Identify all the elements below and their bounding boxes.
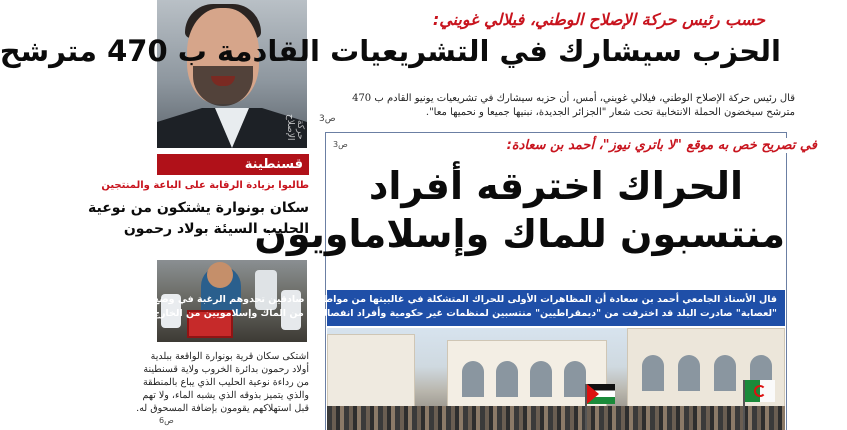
sidebar-body-line: من رداءة نوعية الحليب الذي يباع بالمنطقة: [142, 377, 309, 388]
sidebar-body: [136, 350, 309, 415]
main-headline-line: الحراك اخترقه أفراد: [368, 164, 744, 208]
sidebar-kicker: طالبوا بزيادة الرقابة على الباعة والمنتجين: [101, 180, 309, 191]
algerian-flag: [745, 380, 775, 402]
leader-portrait: [157, 0, 307, 148]
arch-window: [564, 361, 586, 397]
hirak-protest-photo: [327, 328, 785, 430]
arch-window: [642, 355, 664, 391]
top-story-kicker: حسب رئيس حركة الإصلاح الوطني، فيلالي غويني:: [432, 10, 765, 29]
arch-window: [714, 355, 736, 391]
sidebar-headline-line: سكان بونوارة يشتكون من نوعية: [88, 200, 309, 216]
sidebar-body-line: أولاد رحمون بدائرة الخروب ولاية قسنطينة: [143, 364, 309, 375]
arch-window: [530, 361, 552, 397]
main-story-page-ref: ص3: [333, 140, 348, 149]
lead-line: قال رئيس حركة الإصلاح الوطني، فيلالي غويني، أمس، أن حزبه سيشارك في تشريعيات يونيو القادم ب 470: [352, 93, 795, 104]
lead-line: مترشح سيخضون الحملة الانتخابية تحت شعار "الجزائر الجديدة، نبنيها جميعا و نحميها معا".: [425, 107, 795, 118]
sidebar-page-ref: ص6: [159, 416, 174, 425]
sidebar-body-line: قبل استهلاكهم يقومون بإضافة المسحوق له.: [136, 403, 309, 414]
lede-line: قال الأستاذ الجامعي أحمد بن سعادة أن المظاهرات الأولى للحراك المتشكلة في غالبيتها من مواطنين صادقين تحدوهم الرغبة في وضع حد: [137, 294, 777, 305]
section-label: قسنطينة: [157, 154, 309, 175]
arch-window: [678, 355, 700, 391]
portrait-backdrop-text: حركة الإصلاح: [285, 113, 305, 140]
top-story-headline[interactable]: الحزب سيشارك في التشريعيات القادمة ب 470 مترشح: [0, 34, 781, 68]
lede-line: "لعصابة" صادرت البلد قد اخترقت من "ديمقراطيين" منتسبين لمنظمات غير حكومية وأفراد انفصاليين من الماك وإسلامويين من الخارج".: [144, 308, 777, 319]
sidebar-story: [88, 152, 309, 430]
sidebar-headline-line: الحليب السيئة بولاد رحمون: [123, 221, 309, 237]
main-story-lede: [137, 290, 785, 326]
main-headline-line: منتسبون للماك وإسلاماويون: [254, 212, 785, 256]
palestinian-flag: [587, 384, 615, 404]
portrait-beard: [193, 66, 253, 106]
main-story-kicker: في تصريح خص به موقع "لا باتري نيوز"، أحمد بن سعادة:: [501, 138, 823, 153]
arch-window: [496, 361, 518, 397]
sidebar-body-line: والذي يتميز بذوقه الذي يشبه الماء، ولا تهم: [142, 390, 309, 401]
sidebar-body-line: اشتكى سكان قرية بونوارة الواقعة ببلدية: [150, 351, 309, 362]
arch-window: [462, 361, 484, 397]
protest-crowd: [327, 406, 785, 430]
top-story-lead: [315, 92, 795, 120]
top-story-page-ref: ص3: [319, 114, 336, 124]
vendor-face: [207, 262, 233, 288]
